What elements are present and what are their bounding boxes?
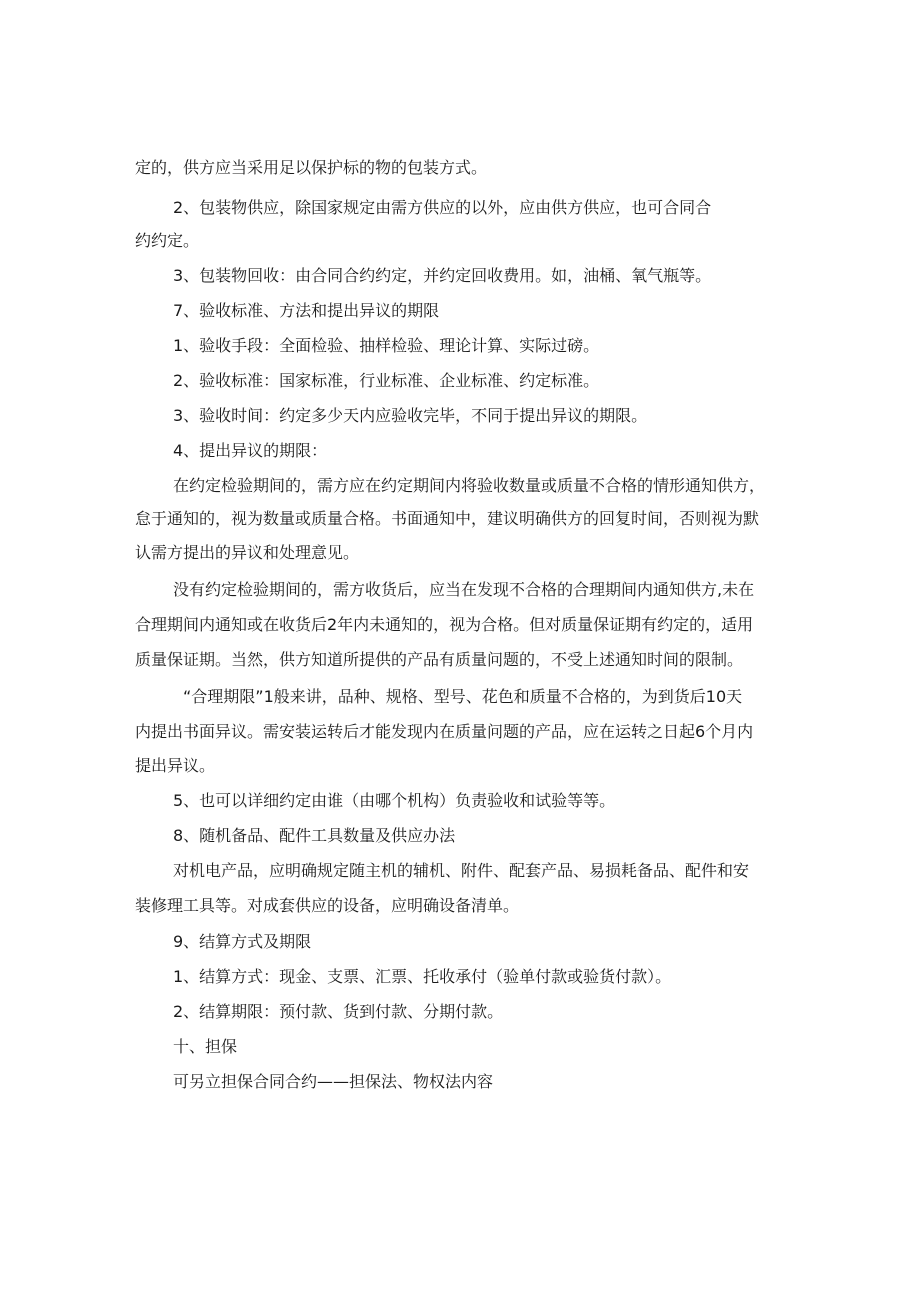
section-heading: 7、验收标准、方法和提出异议的期限 — [173, 301, 440, 320]
paragraph-line: 装修理工具等。对成套供应的设备，应明确设备清单。 — [135, 896, 520, 915]
paragraph-line: 在约定检验期间的，需方应在约定期间内将验收数量或质量不合格的情形通知供方， — [173, 476, 766, 495]
paragraph-line: 2、验收标准：国家标准，行业标准、企业标准、约定标准。 — [173, 371, 600, 390]
paragraph-line: 可另立担保合同合约——担保法、物权法内容 — [173, 1072, 494, 1091]
paragraph-line: 认需方提出的异议和处理意见。 — [135, 543, 360, 562]
paragraph-line: 对机电产品，应明确规定随主机的辅机、附件、配套产品、易损耗备品、配件和安 — [173, 861, 750, 880]
paragraph-line: “合理期限”1般来讲，品种、规格、型号、花色和质量不合格的，为到货后10天 — [183, 687, 743, 706]
paragraph-line: 定的，供方应当采用足以保护标的物的包装方式。 — [135, 158, 488, 177]
paragraph-line: 4、提出异议的期限： — [173, 441, 328, 460]
paragraph-line: 质量保证期。当然，供方知道所提供的产品有质量问题的，不受上述通知时间的限制。 — [135, 650, 744, 669]
section-heading: 9、结算方式及期限 — [173, 932, 312, 951]
paragraph-line: 1、验收手段：全面检验、抽样检验、理论计算、实际过磅。 — [173, 336, 600, 355]
paragraph-line: 2、结算期限：预付款、货到付款、分期付款。 — [173, 1002, 504, 1021]
paragraph-line: 内提出书面异议。需安装运转后才能发现内在质量问题的产品，应在运转之日起6个月内 — [135, 722, 754, 741]
paragraph-line: 3、包装物回收：由合同合约约定，并约定回收费用。如，油桶、氧气瓶等。 — [173, 266, 712, 285]
paragraph-line: 合理期间内通知或在收货后2年内未通知的，视为合格。但对质量保证期有约定的，适用 — [135, 615, 754, 634]
section-heading: 8、随机备品、配件工具数量及供应办法 — [173, 826, 456, 845]
paragraph-line: 3、验收时间：约定多少天内应验收完毕，不同于提出异议的期限。 — [173, 406, 648, 425]
paragraph-line: 5、也可以详细约定由谁（由哪个机构）负责验收和试验等等。 — [173, 791, 616, 810]
paragraph-line: 1、结算方式：现金、支票、汇票、托收承付（验单付款或验货付款）。 — [173, 967, 672, 986]
paragraph-line: 约约定。 — [135, 231, 200, 250]
paragraph-line: 2、包装物供应，除国家规定由需方供应的以外，应由供方供应，也可合同合 — [173, 198, 712, 217]
paragraph-line: 没有约定检验期间的，需方收货后，应当在发现不合格的合理期间内通知供方,未在 — [173, 580, 755, 599]
paragraph-line: 怠于通知的，视为数量或质量合格。书面通知中，建议明确供方的回复时间，否则视为默 — [135, 509, 760, 528]
paragraph-line: 提出异议。 — [135, 756, 216, 775]
section-heading: 十、担保 — [173, 1037, 238, 1056]
